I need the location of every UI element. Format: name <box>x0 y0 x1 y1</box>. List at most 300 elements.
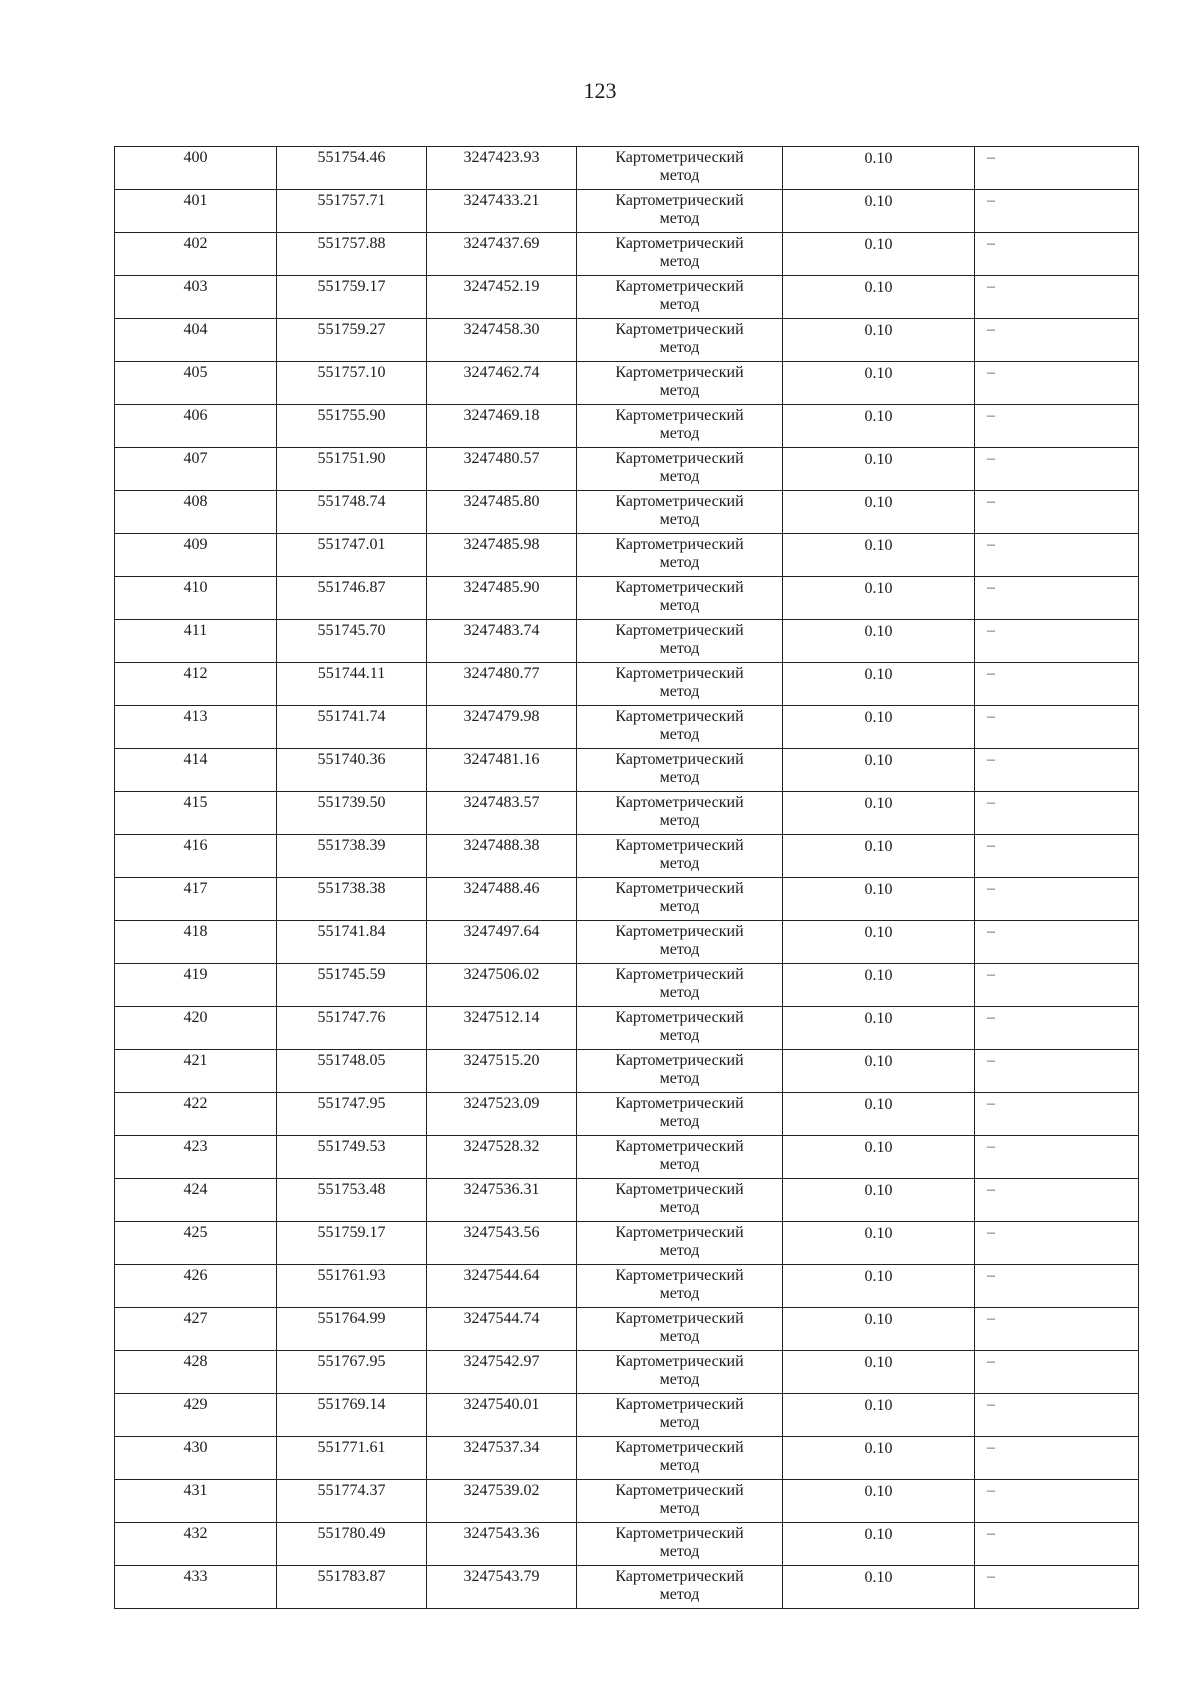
method-line-1: Картометрический <box>615 1525 744 1542</box>
table-row <box>115 190 1139 233</box>
accuracy-cell: 0.10 <box>783 1437 975 1480</box>
method-line-2: метод <box>659 1586 700 1603</box>
note-cell: – <box>975 663 1139 706</box>
method-cell <box>577 1265 783 1308</box>
y-coordinate-cell: 3247483.74 <box>427 620 577 663</box>
method-cell <box>577 878 783 921</box>
y-coordinate-cell: 3247485.90 <box>427 577 577 620</box>
method-line-1: Картометрический <box>615 1009 744 1026</box>
method-line-1: Картометрический <box>615 1396 744 1413</box>
point-number-cell: 402 <box>115 233 277 276</box>
note-cell: – <box>975 1093 1139 1136</box>
method-line-1: Картометрический <box>615 1439 744 1456</box>
note-cell: – <box>975 147 1139 190</box>
table-row <box>115 1222 1139 1265</box>
point-number-cell: 417 <box>115 878 277 921</box>
table-row <box>115 749 1139 792</box>
table-row <box>115 147 1139 190</box>
method-line-1: Картометрический <box>615 278 744 295</box>
note-cell: – <box>975 1394 1139 1437</box>
accuracy-cell: 0.10 <box>783 1394 975 1437</box>
method-line-2: метод <box>659 210 700 227</box>
method-cell <box>577 319 783 362</box>
method-line-2: метод <box>659 769 700 786</box>
accuracy-cell: 0.10 <box>783 1050 975 1093</box>
x-coordinate-cell: 551759.17 <box>277 276 427 319</box>
accuracy-cell: 0.10 <box>783 1093 975 1136</box>
accuracy-cell: 0.10 <box>783 448 975 491</box>
method-line-1: Картометрический <box>615 794 744 811</box>
method-line-2: метод <box>659 812 700 829</box>
note-cell: – <box>975 319 1139 362</box>
y-coordinate-cell: 3247480.77 <box>427 663 577 706</box>
table-row <box>115 921 1139 964</box>
x-coordinate-cell: 551769.14 <box>277 1394 427 1437</box>
method-line-1: Картометрический <box>615 579 744 596</box>
x-coordinate-cell: 551774.37 <box>277 1480 427 1523</box>
point-number-cell: 412 <box>115 663 277 706</box>
note-cell: – <box>975 1265 1139 1308</box>
method-cell <box>577 534 783 577</box>
table-row <box>115 835 1139 878</box>
point-number-cell: 431 <box>115 1480 277 1523</box>
method-cell <box>577 663 783 706</box>
method-line-2: метод <box>659 1414 700 1431</box>
table-row <box>115 1093 1139 1136</box>
point-number-cell: 403 <box>115 276 277 319</box>
note-cell: – <box>975 1437 1139 1480</box>
method-line-2: метод <box>659 253 700 270</box>
method-cell <box>577 1050 783 1093</box>
method-cell <box>577 448 783 491</box>
note-cell: – <box>975 1007 1139 1050</box>
table-row <box>115 362 1139 405</box>
accuracy-cell: 0.10 <box>783 190 975 233</box>
point-number-cell: 414 <box>115 749 277 792</box>
method-cell <box>577 1523 783 1566</box>
accuracy-cell: 0.10 <box>783 792 975 835</box>
x-coordinate-cell: 551741.84 <box>277 921 427 964</box>
note-cell: – <box>975 534 1139 577</box>
note-cell: – <box>975 1566 1139 1609</box>
table-row <box>115 1523 1139 1566</box>
table-row <box>115 1437 1139 1480</box>
method-line-1: Картометрический <box>615 1224 744 1241</box>
method-line-2: метод <box>659 984 700 1001</box>
y-coordinate-cell: 3247543.79 <box>427 1566 577 1609</box>
y-coordinate-cell: 3247462.74 <box>427 362 577 405</box>
x-coordinate-cell: 551749.53 <box>277 1136 427 1179</box>
accuracy-cell: 0.10 <box>783 663 975 706</box>
y-coordinate-cell: 3247506.02 <box>427 964 577 1007</box>
method-line-1: Картометрический <box>615 407 744 424</box>
page-number: 123 <box>583 78 617 103</box>
method-line-2: метод <box>659 1070 700 1087</box>
y-coordinate-cell: 3247452.19 <box>427 276 577 319</box>
method-cell <box>577 835 783 878</box>
accuracy-cell: 0.10 <box>783 1480 975 1523</box>
y-coordinate-cell: 3247485.98 <box>427 534 577 577</box>
method-line-1: Картометрический <box>615 1138 744 1155</box>
x-coordinate-cell: 551759.27 <box>277 319 427 362</box>
method-line-2: метод <box>659 683 700 700</box>
note-cell: – <box>975 577 1139 620</box>
method-cell <box>577 491 783 534</box>
point-number-cell: 433 <box>115 1566 277 1609</box>
method-cell <box>577 1308 783 1351</box>
y-coordinate-cell: 3247423.93 <box>427 147 577 190</box>
x-coordinate-cell: 551745.59 <box>277 964 427 1007</box>
y-coordinate-cell: 3247481.16 <box>427 749 577 792</box>
table-row <box>115 1050 1139 1093</box>
note-cell: – <box>975 749 1139 792</box>
accuracy-cell: 0.10 <box>783 964 975 1007</box>
x-coordinate-cell: 551755.90 <box>277 405 427 448</box>
method-line-1: Картометрический <box>615 1095 744 1112</box>
table-row <box>115 1265 1139 1308</box>
note-cell: – <box>975 491 1139 534</box>
accuracy-cell: 0.10 <box>783 1566 975 1609</box>
method-line-1: Картометрический <box>615 1568 744 1585</box>
note-cell: – <box>975 620 1139 663</box>
point-number-cell: 400 <box>115 147 277 190</box>
method-line-1: Картометрический <box>615 1181 744 1198</box>
method-line-2: метод <box>659 1242 700 1259</box>
method-line-1: Картометрический <box>615 622 744 639</box>
y-coordinate-cell: 3247488.38 <box>427 835 577 878</box>
x-coordinate-cell: 551761.93 <box>277 1265 427 1308</box>
x-coordinate-cell: 551757.88 <box>277 233 427 276</box>
point-number-cell: 421 <box>115 1050 277 1093</box>
table-row <box>115 1394 1139 1437</box>
x-coordinate-cell: 551754.46 <box>277 147 427 190</box>
y-coordinate-cell: 3247515.20 <box>427 1050 577 1093</box>
x-coordinate-cell: 551771.61 <box>277 1437 427 1480</box>
table-row <box>115 233 1139 276</box>
point-number-cell: 430 <box>115 1437 277 1480</box>
y-coordinate-cell: 3247544.74 <box>427 1308 577 1351</box>
point-number-cell: 423 <box>115 1136 277 1179</box>
method-line-2: метод <box>659 425 700 442</box>
point-number-cell: 426 <box>115 1265 277 1308</box>
x-coordinate-cell: 551738.39 <box>277 835 427 878</box>
point-number-cell: 410 <box>115 577 277 620</box>
method-line-1: Картометрический <box>615 536 744 553</box>
note-cell: – <box>975 792 1139 835</box>
method-line-1: Картометрический <box>615 364 744 381</box>
y-coordinate-cell: 3247512.14 <box>427 1007 577 1050</box>
point-number-cell: 432 <box>115 1523 277 1566</box>
x-coordinate-cell: 551759.17 <box>277 1222 427 1265</box>
x-coordinate-cell: 551748.74 <box>277 491 427 534</box>
note-cell: – <box>975 1523 1139 1566</box>
accuracy-cell: 0.10 <box>783 276 975 319</box>
method-line-1: Картометрический <box>615 450 744 467</box>
note-cell: – <box>975 706 1139 749</box>
method-line-2: метод <box>659 1027 700 1044</box>
method-cell <box>577 1179 783 1222</box>
method-cell <box>577 1351 783 1394</box>
point-number-cell: 407 <box>115 448 277 491</box>
method-cell <box>577 1480 783 1523</box>
coordinates-table <box>114 146 1139 1609</box>
method-line-1: Картометрический <box>615 966 744 983</box>
y-coordinate-cell: 3247543.56 <box>427 1222 577 1265</box>
x-coordinate-cell: 551747.76 <box>277 1007 427 1050</box>
method-line-1: Картометрический <box>615 235 744 252</box>
point-number-cell: 404 <box>115 319 277 362</box>
method-line-2: метод <box>659 382 700 399</box>
method-line-1: Картометрический <box>615 1353 744 1370</box>
table-row <box>115 1480 1139 1523</box>
method-line-2: метод <box>659 1543 700 1560</box>
table-row <box>115 1566 1139 1609</box>
note-cell: – <box>975 448 1139 491</box>
table-row <box>115 964 1139 1007</box>
accuracy-cell: 0.10 <box>783 1179 975 1222</box>
table-row <box>115 534 1139 577</box>
x-coordinate-cell: 551767.95 <box>277 1351 427 1394</box>
table-row <box>115 405 1139 448</box>
method-line-1: Картометрический <box>615 321 744 338</box>
method-cell <box>577 1093 783 1136</box>
accuracy-cell: 0.10 <box>783 405 975 448</box>
note-cell: – <box>975 964 1139 1007</box>
point-number-cell: 411 <box>115 620 277 663</box>
accuracy-cell: 0.10 <box>783 534 975 577</box>
note-cell: – <box>975 1179 1139 1222</box>
point-number-cell: 420 <box>115 1007 277 1050</box>
y-coordinate-cell: 3247543.36 <box>427 1523 577 1566</box>
method-cell <box>577 921 783 964</box>
y-coordinate-cell: 3247433.21 <box>427 190 577 233</box>
method-line-1: Картометрический <box>615 192 744 209</box>
y-coordinate-cell: 3247437.69 <box>427 233 577 276</box>
method-line-2: метод <box>659 1457 700 1474</box>
method-cell <box>577 577 783 620</box>
note-cell: – <box>975 276 1139 319</box>
method-line-1: Картометрический <box>615 837 744 854</box>
coordinates-table-body <box>115 147 1139 1609</box>
method-cell <box>577 362 783 405</box>
method-line-2: метод <box>659 1328 700 1345</box>
y-coordinate-cell: 3247480.57 <box>427 448 577 491</box>
accuracy-cell: 0.10 <box>783 233 975 276</box>
method-line-1: Картометрический <box>615 708 744 725</box>
accuracy-cell: 0.10 <box>783 147 975 190</box>
y-coordinate-cell: 3247458.30 <box>427 319 577 362</box>
y-coordinate-cell: 3247536.31 <box>427 1179 577 1222</box>
method-line-1: Картометрический <box>615 1482 744 1499</box>
point-number-cell: 416 <box>115 835 277 878</box>
x-coordinate-cell: 551740.36 <box>277 749 427 792</box>
method-cell <box>577 405 783 448</box>
method-line-1: Картометрический <box>615 880 744 897</box>
method-cell <box>577 620 783 663</box>
table-row <box>115 491 1139 534</box>
accuracy-cell: 0.10 <box>783 362 975 405</box>
table-row <box>115 706 1139 749</box>
method-line-2: метод <box>659 855 700 872</box>
accuracy-cell: 0.10 <box>783 1265 975 1308</box>
method-line-2: метод <box>659 339 700 356</box>
point-number-cell: 429 <box>115 1394 277 1437</box>
table-row <box>115 276 1139 319</box>
accuracy-cell: 0.10 <box>783 1136 975 1179</box>
note-cell: – <box>975 835 1139 878</box>
method-cell <box>577 1136 783 1179</box>
note-cell: – <box>975 1480 1139 1523</box>
accuracy-cell: 0.10 <box>783 878 975 921</box>
table-row <box>115 448 1139 491</box>
point-number-cell: 415 <box>115 792 277 835</box>
method-line-2: метод <box>659 1371 700 1388</box>
point-number-cell: 418 <box>115 921 277 964</box>
method-line-2: метод <box>659 1285 700 1302</box>
y-coordinate-cell: 3247537.34 <box>427 1437 577 1480</box>
y-coordinate-cell: 3247539.02 <box>427 1480 577 1523</box>
x-coordinate-cell: 551741.74 <box>277 706 427 749</box>
accuracy-cell: 0.10 <box>783 491 975 534</box>
note-cell: – <box>975 233 1139 276</box>
point-number-cell: 427 <box>115 1308 277 1351</box>
method-line-2: метод <box>659 898 700 915</box>
x-coordinate-cell: 551780.49 <box>277 1523 427 1566</box>
table-row <box>115 792 1139 835</box>
method-cell <box>577 276 783 319</box>
accuracy-cell: 0.10 <box>783 706 975 749</box>
accuracy-cell: 0.10 <box>783 577 975 620</box>
x-coordinate-cell: 551739.50 <box>277 792 427 835</box>
y-coordinate-cell: 3247479.98 <box>427 706 577 749</box>
table-row <box>115 878 1139 921</box>
point-number-cell: 408 <box>115 491 277 534</box>
x-coordinate-cell: 551744.11 <box>277 663 427 706</box>
note-cell: – <box>975 190 1139 233</box>
table-row <box>115 1179 1139 1222</box>
method-cell <box>577 1394 783 1437</box>
table-row <box>115 663 1139 706</box>
x-coordinate-cell: 551753.48 <box>277 1179 427 1222</box>
point-number-cell: 409 <box>115 534 277 577</box>
y-coordinate-cell: 3247528.32 <box>427 1136 577 1179</box>
accuracy-cell: 0.10 <box>783 1007 975 1050</box>
table-row <box>115 1007 1139 1050</box>
point-number-cell: 424 <box>115 1179 277 1222</box>
method-line-1: Картометрический <box>615 1052 744 1069</box>
note-cell: – <box>975 405 1139 448</box>
table-row <box>115 1351 1139 1394</box>
note-cell: – <box>975 921 1139 964</box>
method-line-2: метод <box>659 468 700 485</box>
accuracy-cell: 0.10 <box>783 1308 975 1351</box>
method-cell <box>577 792 783 835</box>
point-number-cell: 425 <box>115 1222 277 1265</box>
accuracy-cell: 0.10 <box>783 1351 975 1394</box>
note-cell: – <box>975 1308 1139 1351</box>
point-number-cell: 405 <box>115 362 277 405</box>
y-coordinate-cell: 3247497.64 <box>427 921 577 964</box>
method-line-1: Картометрический <box>615 149 744 166</box>
method-cell <box>577 964 783 1007</box>
accuracy-cell: 0.10 <box>783 921 975 964</box>
point-number-cell: 422 <box>115 1093 277 1136</box>
accuracy-cell: 0.10 <box>783 319 975 362</box>
method-line-1: Картометрический <box>615 923 744 940</box>
method-line-2: метод <box>659 726 700 743</box>
x-coordinate-cell: 551747.01 <box>277 534 427 577</box>
method-cell <box>577 233 783 276</box>
method-line-2: метод <box>659 511 700 528</box>
y-coordinate-cell: 3247523.09 <box>427 1093 577 1136</box>
note-cell: – <box>975 1351 1139 1394</box>
y-coordinate-cell: 3247469.18 <box>427 405 577 448</box>
method-line-2: метод <box>659 941 700 958</box>
note-cell: – <box>975 1136 1139 1179</box>
point-number-cell: 413 <box>115 706 277 749</box>
accuracy-cell: 0.10 <box>783 835 975 878</box>
y-coordinate-cell: 3247544.64 <box>427 1265 577 1308</box>
y-coordinate-cell: 3247483.57 <box>427 792 577 835</box>
method-cell <box>577 147 783 190</box>
method-cell <box>577 1437 783 1480</box>
note-cell: – <box>975 1050 1139 1093</box>
x-coordinate-cell: 551757.71 <box>277 190 427 233</box>
x-coordinate-cell: 551745.70 <box>277 620 427 663</box>
method-line-1: Картометрический <box>615 751 744 768</box>
y-coordinate-cell: 3247488.46 <box>427 878 577 921</box>
table-row <box>115 577 1139 620</box>
x-coordinate-cell: 551738.38 <box>277 878 427 921</box>
note-cell: – <box>975 362 1139 405</box>
x-coordinate-cell: 551748.05 <box>277 1050 427 1093</box>
table-row <box>115 1136 1139 1179</box>
method-cell <box>577 190 783 233</box>
y-coordinate-cell: 3247542.97 <box>427 1351 577 1394</box>
method-line-1: Картометрический <box>615 1310 744 1327</box>
x-coordinate-cell: 551751.90 <box>277 448 427 491</box>
method-cell <box>577 706 783 749</box>
method-line-2: метод <box>659 640 700 657</box>
x-coordinate-cell: 551746.87 <box>277 577 427 620</box>
method-line-1: Картометрический <box>615 1267 744 1284</box>
method-line-1: Картометрический <box>615 665 744 682</box>
x-coordinate-cell: 551783.87 <box>277 1566 427 1609</box>
point-number-cell: 419 <box>115 964 277 1007</box>
method-line-2: метод <box>659 167 700 184</box>
method-cell <box>577 1007 783 1050</box>
method-line-2: метод <box>659 1156 700 1173</box>
method-cell <box>577 1566 783 1609</box>
accuracy-cell: 0.10 <box>783 1222 975 1265</box>
x-coordinate-cell: 551747.95 <box>277 1093 427 1136</box>
y-coordinate-cell: 3247540.01 <box>427 1394 577 1437</box>
method-line-2: метод <box>659 597 700 614</box>
method-line-1: Картометрический <box>615 493 744 510</box>
method-line-2: метод <box>659 554 700 571</box>
accuracy-cell: 0.10 <box>783 749 975 792</box>
method-line-2: метод <box>659 1199 700 1216</box>
method-line-2: метод <box>659 1113 700 1130</box>
x-coordinate-cell: 551764.99 <box>277 1308 427 1351</box>
method-line-2: метод <box>659 1500 700 1517</box>
table-row <box>115 620 1139 663</box>
method-cell <box>577 749 783 792</box>
point-number-cell: 406 <box>115 405 277 448</box>
accuracy-cell: 0.10 <box>783 620 975 663</box>
point-number-cell: 401 <box>115 190 277 233</box>
point-number-cell: 428 <box>115 1351 277 1394</box>
